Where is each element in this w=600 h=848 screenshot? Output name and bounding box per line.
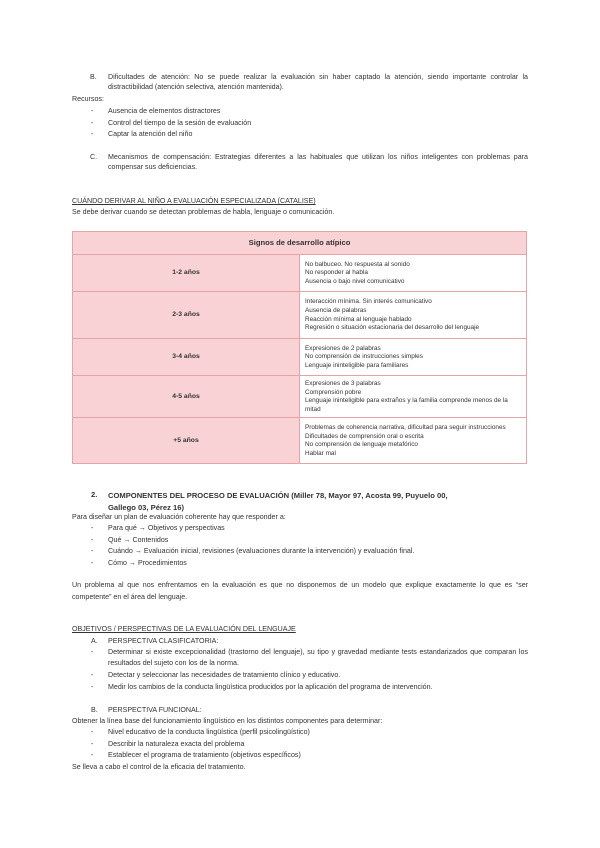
perspectiva-a-letter: A. (91, 637, 98, 645)
section-c-text: Mecanismos de compensación: Estrategias diferentes a las habituales que utilizan los niños inteligentes con problemas para compensar sus deficiencias. (108, 153, 528, 172)
section2-item: Cómo → Procedimientos (108, 559, 187, 567)
sign-item: No balbuceo. No respuesta al sonido (305, 260, 410, 268)
signs-cell (300, 339, 527, 376)
table-row (73, 376, 527, 418)
sign-item: Lenguaje ininteligible para extraños y la familia comprende menos de la mitad (305, 397, 508, 413)
bullet-dash: - (91, 547, 94, 555)
age-cell: 4-5 años (73, 376, 300, 418)
perspectiva-a-item: Medir los cambios de la conducta lingüística producidos por la aplicación del programa de intervención. (108, 683, 433, 691)
atypical-development-table (72, 231, 527, 464)
table-row (73, 255, 527, 292)
signs-cell (300, 292, 527, 339)
perspectiva-a-item: Determinar si existe excepcionalidad (trastorno del lenguaje), su tipo y gravedad mediante tests estandarizados que comparan los resultados del sujeto con los de la norma. (108, 648, 528, 667)
age-cell: 2-3 años (73, 292, 300, 339)
perspectiva-b-letter: B. (91, 706, 98, 714)
bullet-dash: - (91, 671, 94, 679)
objetivos-heading: OBJETIVOS / PERSPECTIVAS DE LA EVALUACIÓN DEL LENGUAJE (72, 625, 296, 633)
section-c-letter: C. (90, 153, 98, 161)
bullet-dash: - (91, 536, 94, 544)
bullet-dash: - (91, 119, 94, 127)
table-title: Signos de desarrollo atípico (73, 232, 527, 255)
section2-item: Para qué → Objetivos y perspectivas (108, 524, 225, 532)
sign-item: Interacción mínima. Sin interés comunicativo (305, 298, 432, 306)
perspectiva-b-intro: Obtener la línea base del funcionamiento lingüístico en los distintos componentes para determinar: (72, 717, 383, 725)
sign-item: Problemas de coherencia narrativa, dificultad para seguir instrucciones (305, 424, 506, 432)
perspectiva-b-item: Describir la naturaleza exacta del problema (108, 740, 245, 748)
section2-heading (108, 490, 528, 513)
table-row (73, 418, 527, 464)
sign-item: No responder al habla (305, 269, 368, 277)
age-cell: +5 años (73, 418, 300, 464)
signs-cell (300, 376, 527, 418)
bullet-dash: - (91, 648, 94, 656)
age-cell: 3-4 años (73, 339, 300, 376)
bullet-dash: - (91, 524, 94, 532)
section2-heading-line1: COMPONENTES DEL PROCESO DE EVALUACIÓN (Miller 78, Mayor 97, Acosta 99, Puyuelo 00, (108, 491, 448, 500)
sign-item: Lenguaje ininteligible para familiares (305, 361, 409, 369)
bullet-dash: - (91, 683, 94, 691)
sign-item: Regresión o situación estacionaria del desarrollo del lenguaje (305, 324, 480, 332)
perspectiva-b-title: PERSPECTIVA FUNCIONAL: (108, 706, 202, 714)
derivar-text: Se debe derivar cuando se detectan problemas de habla, lenguaje o comunicación. (72, 208, 335, 216)
signs-cell (300, 255, 527, 292)
section2-paragraph: Un problema al que nos enfrentamos en la evaluación es que no disponemos de un modelo que explique exactamente lo que es “ser competente” en el área del lenguaje. (72, 581, 528, 601)
perspectiva-b-closing: Se lleva a cabo el control de la eficacia del tratamiento. (72, 763, 246, 771)
section-b-text: Dificultades de atención: No se puede realizar la evaluación sin haber captado la atención, siendo importante controlar la distractibilidad (atención selectiva, atención mantenida). (108, 73, 528, 92)
section2-item: Cuándo → Evaluación inicial, revisiones (evaluaciones durante la intervención) y evaluación final. (108, 547, 415, 555)
table-row (73, 292, 527, 339)
bullet-dash: - (91, 728, 94, 736)
sign-item: Ausencia de palabras (305, 306, 367, 314)
perspectiva-a-item: Detectar y seleccionar las necesidades de tratamiento clínico y educativo. (108, 671, 341, 679)
section2-item: Qué → Contenidos (108, 536, 169, 544)
sign-item: Expresiones de 2 palabras (305, 344, 381, 352)
section2-number: 2. (91, 490, 98, 499)
sign-item: Dificultades de comprensión oral o escrita (305, 432, 424, 440)
sign-item: Comprensión pobre (305, 388, 362, 396)
sign-item: No comprensión de lenguaje metafórico (305, 441, 418, 449)
bullet-dash: - (91, 107, 94, 115)
signs-cell (300, 418, 527, 464)
bullet-dash: - (91, 559, 94, 567)
sign-item: Ausencia o bajo nivel comunicativo (305, 277, 405, 285)
recursos-item: Captar la atención del niño (108, 130, 193, 138)
sign-item: Expresiones de 3 palabras (305, 380, 381, 387)
perspectiva-b-item: Establecer el programa de tratamiento (objetivos específicos) (108, 751, 301, 759)
recursos-item: Control del tiempo de la sesión de evaluación (108, 119, 252, 127)
table-row (73, 339, 527, 376)
recursos-label: Recursos: (72, 95, 104, 103)
recursos-item: Ausencia de elementos distractores (108, 107, 221, 115)
section-b-letter: B. (90, 73, 97, 81)
bullet-dash: - (91, 130, 94, 138)
derivar-heading: CUÁNDO DERIVAR AL NIÑO A EVALUACIÓN ESPECIALIZADA (CATALISE) (72, 197, 316, 205)
bullet-dash: - (91, 751, 94, 759)
sign-item: Reacción mínima al lenguaje hablado (305, 315, 412, 323)
section2-intro: Para diseñar un plan de evaluación coherente hay que responder a: (72, 513, 286, 521)
bullet-dash: - (91, 740, 94, 748)
sign-item: No comprensión de instrucciones simples (305, 353, 423, 361)
section2-heading-line2: Gallego 03, Pérez 16) (108, 502, 184, 512)
age-cell: 1-2 años (73, 255, 300, 292)
sign-item: Hablar mal (305, 449, 336, 457)
perspectiva-a-title: PERSPECTIVA CLASIFICATORIA: (108, 637, 219, 645)
perspectiva-b-item: Nivel educativo de la conducta lingüística (perfil psicolingüístico) (108, 728, 310, 736)
